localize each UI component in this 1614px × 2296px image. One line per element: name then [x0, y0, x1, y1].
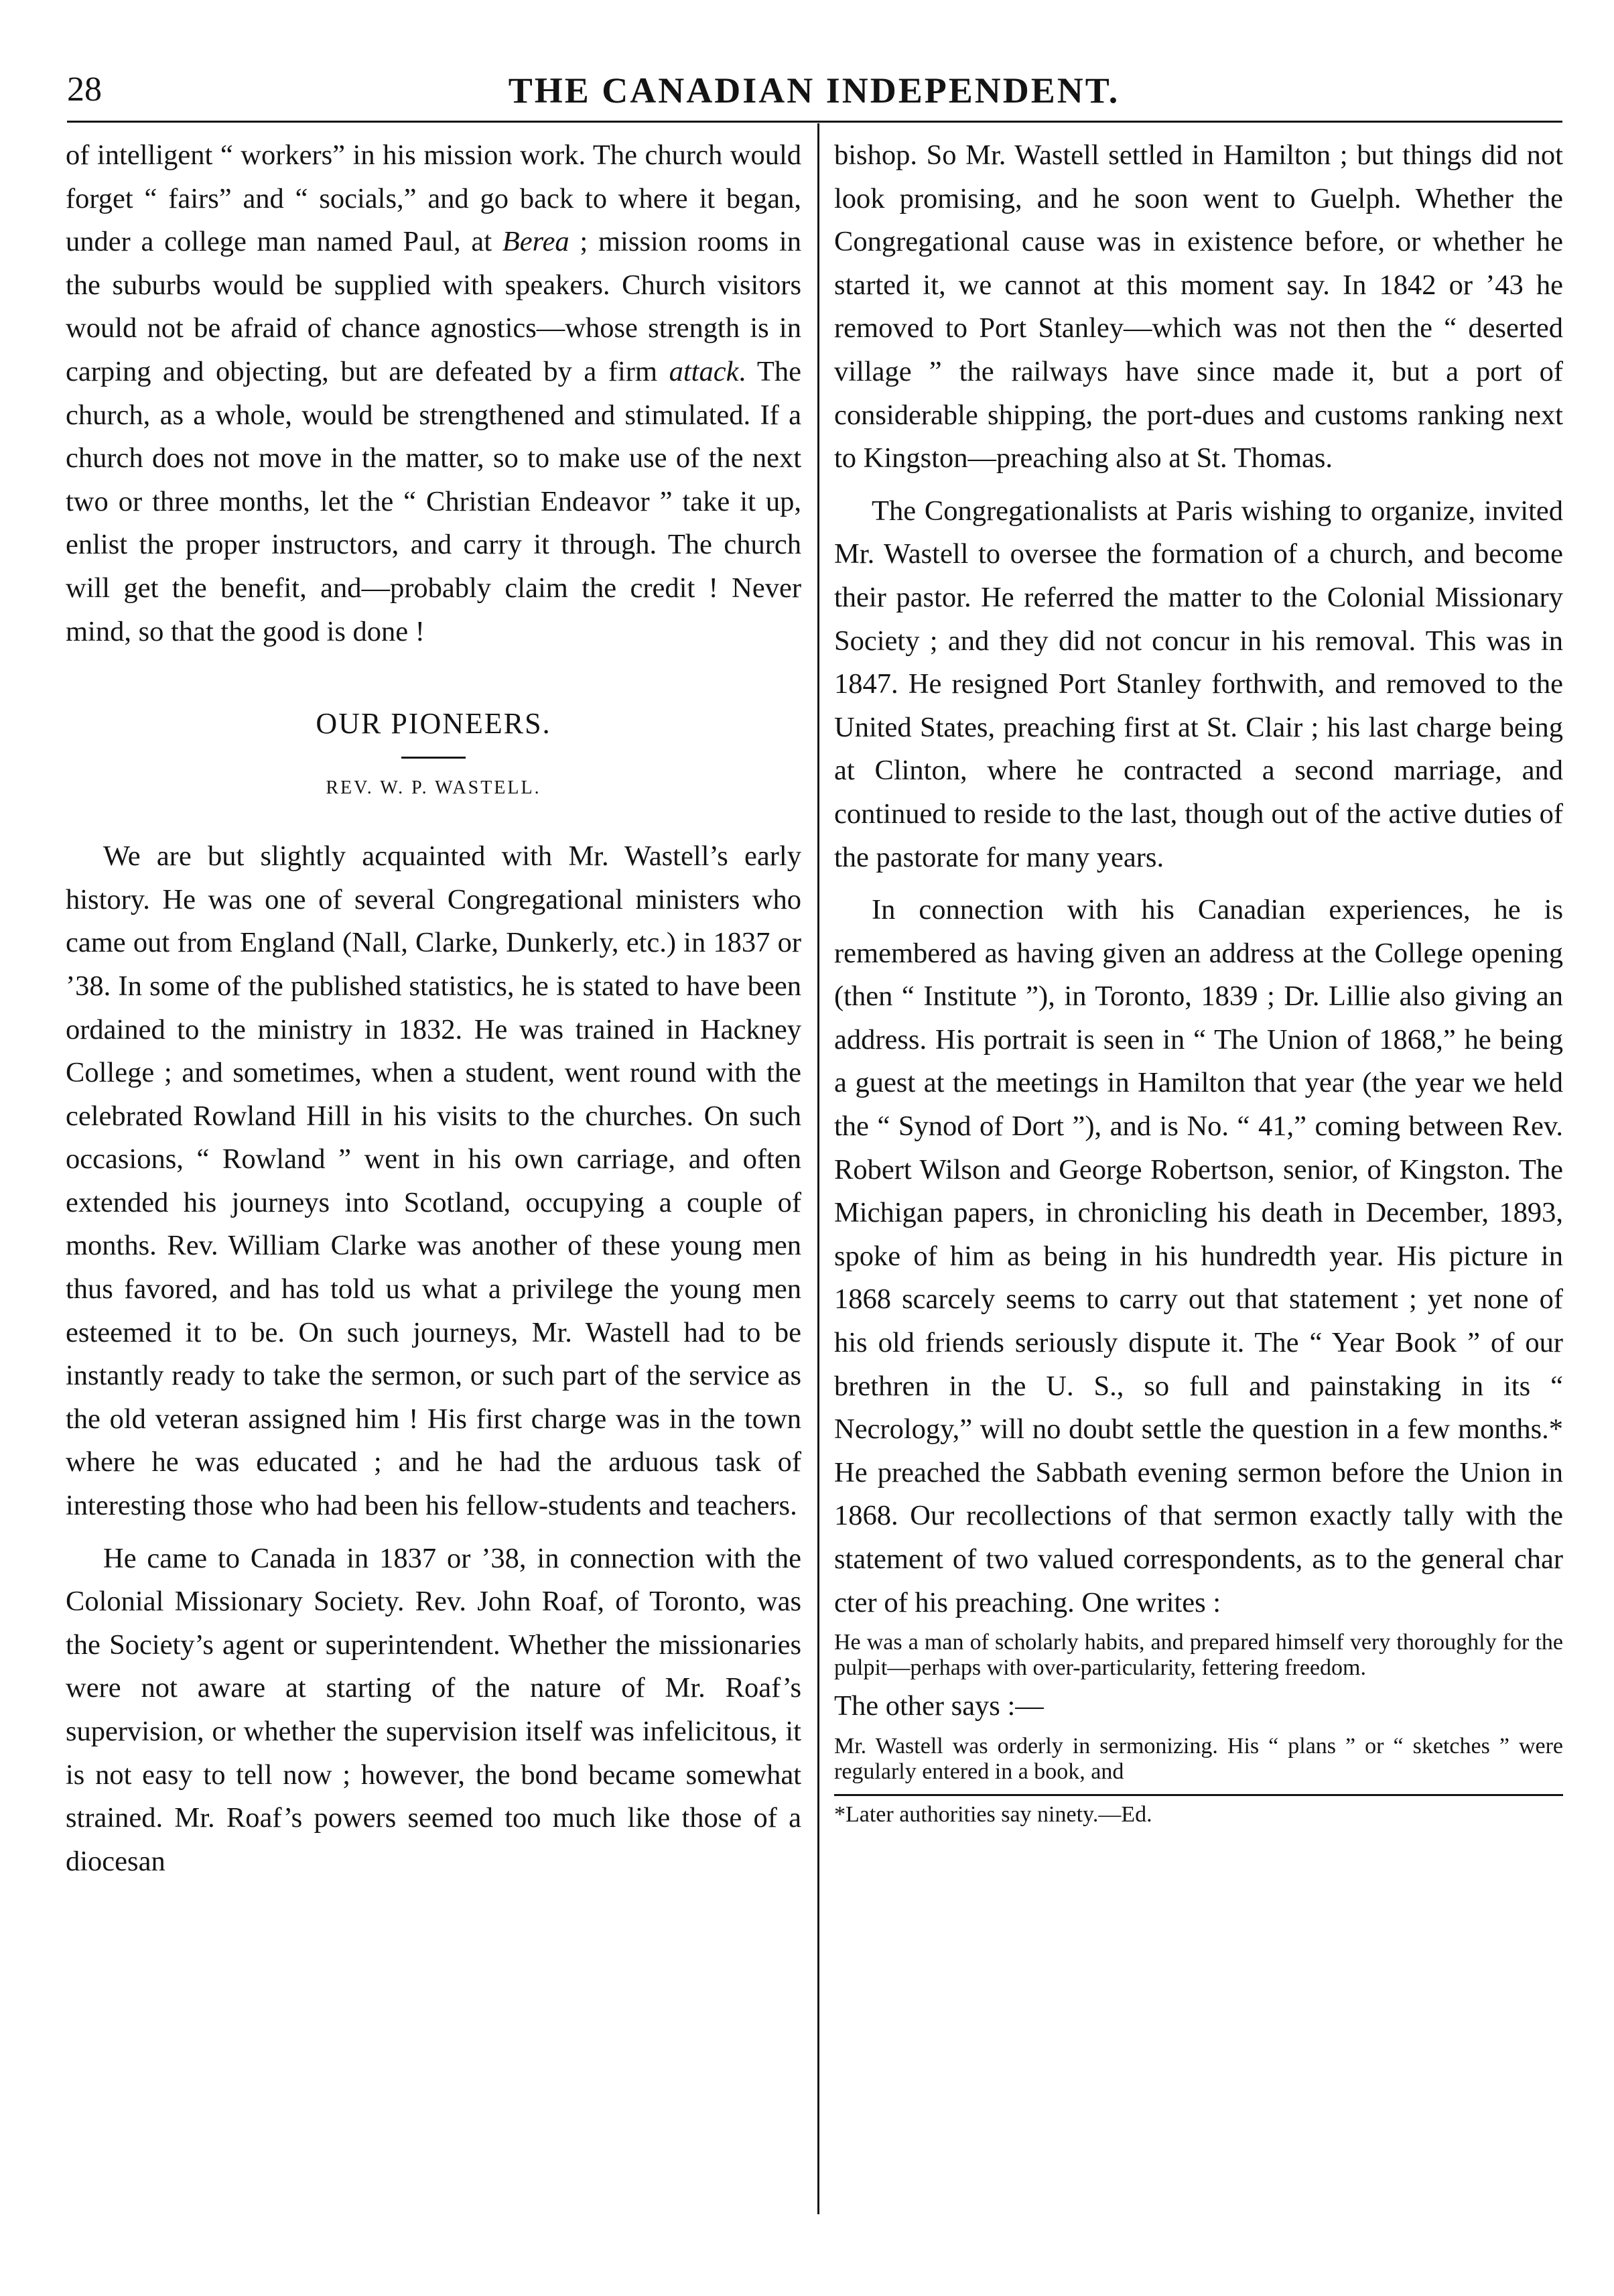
footnote-rule	[834, 1794, 1563, 1796]
page-header	[67, 70, 1561, 117]
section-title: OUR PIONEERS.	[316, 707, 551, 741]
body-paragraph: The Congregationalists at Paris wishing to organize, invited Mr. Wastell to oversee the formation of a church, and become their pastor. He referred the matter to the Colonial Missionary Society ; and they did not concur in his removal. This was in 1847. He resigned Port Stanley forthwith, and removed to the United States, preaching first at St. Clair ; his last charge being at Clinton, where he contracted a second marriage, and continued to reside to the last, though out of the active duties of the pastorate for many years.	[834, 495, 1563, 873]
header-rule	[67, 121, 1562, 123]
block-quote: Mr. Wastell was orderly in sermonizing. His “ plans ” or “ sketches ” were regularly entered in a book, and	[834, 1733, 1563, 1784]
italic-word-berea: Berea	[502, 226, 569, 258]
body-paragraph: We are but slightly acquainted with Mr. Wastell’s early history. He was one of several Congregational ministers who came out from England (Nall, Clarke, Dunkerly, etc.) in 1837 or ’38. In some of the published statistics, he is stated to have been ordained to the ministry in 1832. He was trained in Hackney College ; and sometimes, when a student, went round with the celebrated Rowland Hill in his visits to the churches. On such occasions, “ Rowland ” went in his own carriage, and often extended his journeys into Scotland, occupying a couple of months. Rev. William Clarke was another of these young men thus favored, and has told us what a privilege the young men esteemed it to be. On such journeys, Mr. Wastell had to be instantly ready to take the sermon, or such part of the service as the old veteran assigned him ! His first charge was in the town where he was educated ; and he had the arduous task of interesting those who had been his fellow-students and teachers.	[66, 840, 801, 1522]
body-paragraph: He came to Canada in 1837 or ’38, in connection with the Colonial Missionary Society. Rev. John Roaf, of Toronto, was the Society’s agent or superintendent. Whether the missionaries were not aware at starting of the nature of Mr. Roaf’s supervision, or whether the supervision itself was infelicitous, it is not easy to tell now ; however, the bond became somewhat strained. Mr. Roaf’s powers seemed too much like those of a diocesan	[66, 1542, 801, 1877]
title-rule	[401, 757, 466, 759]
quote-intro: The other says :—	[834, 1690, 1044, 1722]
running-title: THE CANADIAN INDEPENDENT.	[508, 70, 1120, 111]
continued-paragraph: bishop. So Mr. Wastell settled in Hamilton ; but things did not look promising, and he soon went to Guelph. Whether the Congregational cause was in existence before, or whether he started it, we cannot at this moment say. In 1842 or ’43 he removed to Port Stanley—which was not then the “ deserted village ” the railways have since made it, but a port of considerable shipping, the port-dues and customs ranking next to Kingston—preaching also at St. Thomas.	[834, 139, 1563, 474]
left-column	[66, 134, 801, 2265]
body-paragraph: In connection with his Canadian experiences, he is remembered as having given an address at the College opening (then “ Institute ”), in Toronto, 1839 ; Dr. Lillie also giving an address. His portrait is seen in “ The Union of 1868,” he being a guest at the meetings in Hamilton that year (the year we held the “ Synod of Dort ”), and is No. “ 41,” coming between Rev. Robert Wilson and George Robertson, senior, of Kingston. The Michigan papers, in chronicling his death in December, 1893, spoke of him as being in his hundredth year. His picture in 1868 scarcely seems to carry out that statement ; yet none of his old friends seriously dispute it. The “ Year Book ” of our brethren in the U. S., so full and painstaking in its “ Necrology,” will no doubt settle the question in a few months.* He preached the Sabbath evening sermon before the Union in 1868. Our recollections of that sermon exactly tally with the statement of two valued correspondents, as to the general char cter of his preaching. One writes :	[834, 894, 1563, 1618]
continued-paragraph: of intelligent “ workers” in his mission work. The church would forget “ fairs” and “ socials,” and go back to where it began, under a college man named Paul, at Berea ; mission rooms in the suburbs would be supplied with speakers. Church visitors would not be afraid of chance agnostics—whose strength is in carping and objecting, but are defeated by a firm attack. The church, as a whole, would be strengthened and stimulated. If a church does not move in the matter, so to make use of the next two or three months, let the “ Christian Endeavor ” take it up, enlist the proper instructors, and carry it through. The church will get the benefit, and—probably claim the credit ! Never mind, so that the good is done !	[66, 139, 801, 647]
page-number: 28	[67, 70, 102, 109]
article-byline: REV. W. P. WASTELL.	[326, 777, 541, 799]
block-quote: He was a man of scholarly habits, and prepared himself very thoroughly for the pulpit—perhaps with over-particularity, fettering freedom.	[834, 1630, 1563, 1681]
right-column	[834, 134, 1563, 2265]
column-divider	[817, 123, 819, 2214]
italic-word-attack: attack	[669, 355, 739, 387]
footnote: *Later authorities say ninety.—Ed.	[834, 1801, 1152, 1827]
